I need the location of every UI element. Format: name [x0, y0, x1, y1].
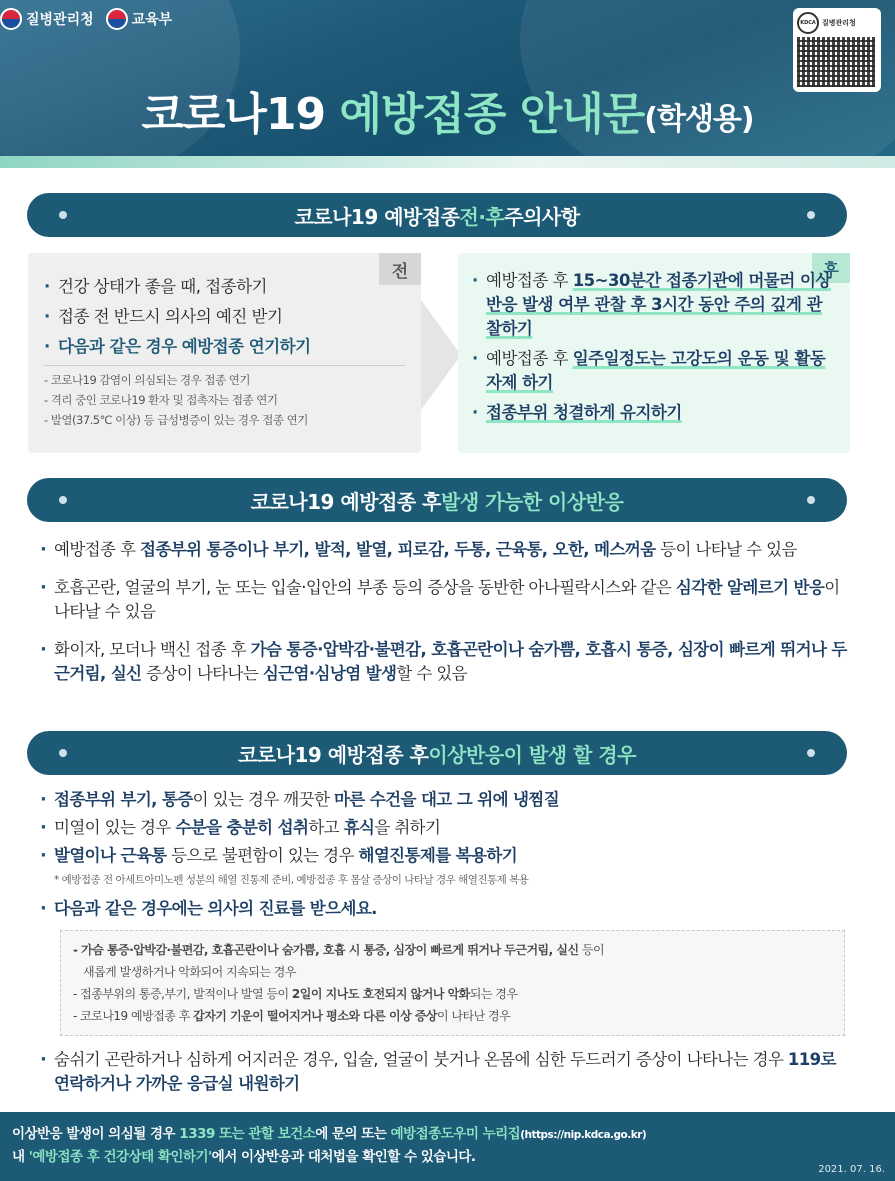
qr-code[interactable]: KDCA 질병관리청 [793, 8, 881, 92]
dot-icon [59, 211, 67, 219]
before-vaccination-box [28, 253, 421, 453]
before-tag: 전 [379, 253, 421, 285]
taegeuk-icon [0, 8, 22, 30]
arrow-right-icon [421, 300, 461, 410]
list-item-doctor: · 다음과 같은 경우에는 의사의 진료를 받으세요. [38, 897, 848, 921]
response-list [38, 788, 848, 935]
dot-icon [807, 496, 815, 504]
nip-link[interactable]: (https://nip.kdca.go.kr) [520, 1129, 647, 1141]
divider [44, 365, 405, 366]
list-item: · 미열이 있는 경우 수분을 충분히 섭취하고 휴식을 취하기 [38, 816, 848, 840]
after-tag: 후 [812, 253, 850, 283]
side-effects-list [38, 538, 848, 700]
section-header-response: 코로나19 예방접종 후 이상반응이 발생 할 경우 [27, 731, 847, 775]
case-item: - 가슴 통증·압박감·불편감, 호흡곤란이나 숨가쁨, 호흡 시 통증, 심장이 빠르게 뛰거나 두근거림, 실신 등이 [73, 943, 605, 957]
list-item: · 건강 상태가 좋을 때, 접종하기 [44, 275, 405, 299]
dot-icon [807, 211, 815, 219]
list-item: · 접종 전 반드시 의사의 예진 받기 [44, 305, 405, 329]
emergency-item [38, 1048, 848, 1110]
sub-item: - 발열(37.5℃ 이상) 등 급성병증이 있는 경우 접종 연기 [44, 413, 308, 427]
list-item: · 접종부위 부기, 통증이 있는 경우 깨끗한 마른 수건을 대고 그 위에 냉찜질 [38, 788, 848, 812]
page-title: 코로나19 예방접종 안내문(학생용) [141, 89, 754, 140]
issue-date: 2021. 07. 16. [818, 1164, 885, 1175]
case-item-cont: 새롭게 발생하거나 악화되어 지속되는 경우 [83, 965, 296, 979]
list-item: · 예방접종 후 접종부위 통증이나 부기, 발적, 발열, 피로감, 두통, 근육통, 오한, 메스꺼움 등이 나타날 수 있음 [38, 538, 848, 562]
list-item: · 다음과 같은 경우 예방접종 연기하기 [44, 335, 405, 359]
sub-item: - 코로나19 감염이 의심되는 경우 접종 연기 [44, 373, 250, 387]
list-item: · 발열이나 근육통 등으로 불편함이 있는 경우 해열진통제를 복용하기 [38, 844, 848, 868]
list-item: · 화이자, 모더나 백신 접종 후 가슴 통증·압박감·불편감, 호흡곤란이나 숨가쁨, 호흡시 통증, 심장이 빠르게 뛰거나 두근거림, 실신 증상이 나타나는 심근염·심낭염 발생할 수 있음 [38, 638, 848, 686]
case-item: - 접종부위의 통증,부기, 발적이나 발열 등이 2일이 지나도 호전되지 않거나 악화되는 경우 [73, 987, 518, 1001]
footer-line-2: 내 '예방접종 후 건강상태 확인하기'에서 이상반응과 대처법을 확인할 수 있습니다. [12, 1149, 476, 1165]
doctor-cases-box [60, 930, 845, 1036]
case-item: - 코로나19 예방접종 후 갑자기 기운이 떨어지거나 평소와 다른 이상 증상이 나타난 경우 [73, 1009, 511, 1023]
header-band [0, 156, 895, 168]
footer-banner [0, 1112, 895, 1181]
section-header-side-effects: 코로나19 예방접종 후 발생 가능한 이상반응 [27, 478, 847, 522]
org-logos [0, 8, 172, 30]
seal-icon: KDCA [797, 12, 819, 34]
taegeuk-icon [106, 8, 128, 30]
list-item: · 숨쉬기 곤란하거나 심하게 어지러운 경우, 입술, 얼굴이 붓거나 온몸에 심한 두드러기 증상이 나타나는 경우 119로 연락하거나 가까운 응급실 내원하기 [38, 1048, 848, 1096]
header-banner [0, 0, 895, 168]
dot-icon [59, 496, 67, 504]
list-item: · 예방접종 후 15~30분간 접종기관에 머물러 이상반응 발생 여부 관찰 후 3시간 동안 주의 깊게 관찰하기 [472, 269, 836, 341]
list-item: · 접종부위 청결하게 유지하기 [472, 401, 836, 425]
footer-line-1: 이상반응 발생이 의심될 경우 1339 또는 관할 보건소에 문의 또는 예방접종도우미 누리집(https://nip.kdca.go.kr) [12, 1126, 647, 1142]
dot-icon [807, 749, 815, 757]
kdca-logo: 질병관리청 [0, 8, 94, 30]
after-vaccination-box [458, 253, 850, 453]
sub-item: - 격리 중인 코로나19 환자 및 접촉자는 접종 연기 [44, 393, 278, 407]
list-item: · 예방접종 후 일주일정도는 고강도의 운동 및 활동 자제 하기 [472, 347, 836, 395]
list-item: · 호흡곤란, 얼굴의 부기, 눈 또는 입술·입안의 부종 등의 증상을 동반한 아나필락시스와 같은 심각한 알레르기 반응이 나타날 수 있음 [38, 576, 848, 624]
footnote: * 예방접종 전 아세트아미노펜 성분의 해열 진통제 준비, 예방접종 후 몸살 증상이 나타날 경우 해열진통제 복용 [54, 874, 529, 886]
moe-logo: 교육부 [106, 8, 173, 30]
dot-icon [59, 749, 67, 757]
section-header-precautions: 코로나19 예방접종 전·후 주의사항 [27, 193, 847, 237]
